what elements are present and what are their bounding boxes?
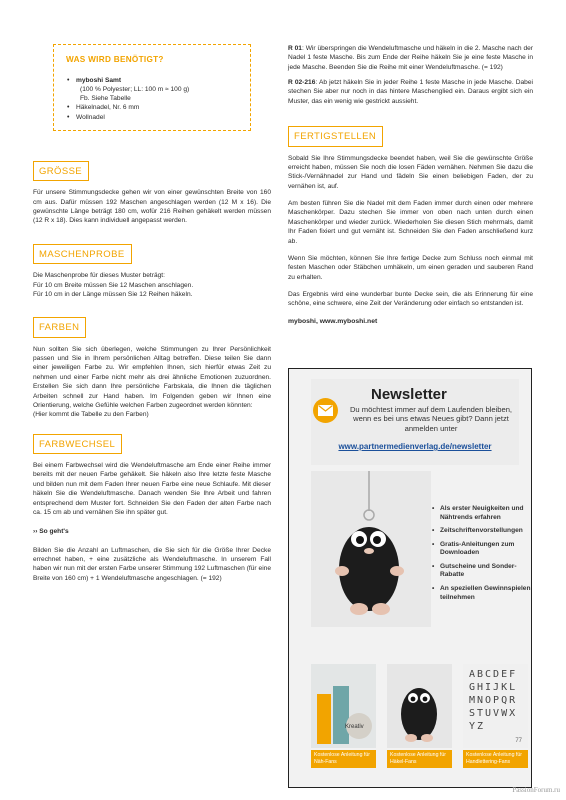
ad-title: Newsletter: [371, 386, 447, 403]
mini-mole-image: [387, 664, 452, 748]
farben-note: (Hier kommt die Tabelle zu den Farben): [33, 411, 149, 419]
mail-icon: [313, 398, 338, 423]
maschenprobe-line: Für 10 cm Breite müssen Sie 12 Maschen anschlagen.: [33, 281, 194, 289]
fabric-rolls-image: [311, 664, 376, 748]
farbwechsel-text: Bei einem Farbwechsel wird die Wendeluftmasche am Ende einer Reihe immer bereits mit der neuen Farbe gehäkelt. Sie häkeln also Ihre letzte feste Masche und bilden nun mit dem Faden Ihrer neuen Farbe eine neue Schlaufe. Mit dieser häkeln Sie die Wendeluftmasche. Danach wenden Sie Ihre Arbeit und fahren entsprechend dem Muster fort. Schneiden Sie den Faden der alten Farbe nach ca. 15 cm ab und vernähen Sie ihn später gut.: [33, 462, 271, 516]
row-01-text: [288, 44, 533, 72]
ad-text: Du möchtest immer auf dem Laufenden bleiben, wenn es bei uns etwas Neues gibt? Dann jetzt anmelden unter: [349, 405, 513, 433]
watermark: PassionForum.ru: [512, 786, 560, 795]
benefit-item: • Als erster Neuigkeiten und Nähtrends erfahren: [432, 505, 532, 522]
lettering-thumbnail[interactable]: [463, 664, 528, 748]
row-02-label: R 02-216: [288, 79, 316, 87]
sewing-thumbnail[interactable]: [311, 664, 376, 748]
farben-text: [33, 345, 271, 420]
groesse-text: Für unsere Stimmungsdecke gehen wir von einer gewünschten Breite von 160 cm aus. Dafür müssen 192 Maschen angeschlagen werden (12 M x 16). Die gewünschte Länge beträgt 180 cm, wofür 216 Reihen gehäkelt werden müssen (12 R x 18). Dies kann individuell angepasst werden.: [33, 189, 271, 225]
caption-sewing: Kostenlose Anleitung für Näh-Fans: [311, 750, 376, 768]
section-heading-farben: FARBEN: [33, 317, 86, 337]
yarn-name: myboshi Samt: [76, 76, 122, 84]
row-02-text: [288, 78, 533, 106]
materials-item: [76, 76, 240, 104]
fertigstellen-p3: Wenn Sie möchten, können Sie Ihre fertige Decke zum Schluss noch einmal mit festen Maschen oder Stäbchen umhäkeln, um einen geraden und sauberen Rand zu erhalten.: [288, 254, 533, 281]
materials-title: WAS WIRD BENÖTIGT?: [66, 55, 164, 64]
farbwechsel-line: Bilden Sie die Anzahl an Luftmaschen, die Sie sich für die Größe Ihrer Decke errechnet haben, + eine zusätzliche als Wendeluftmasche.: [33, 546, 271, 563]
label-text: Kreativ: [345, 724, 364, 730]
section-heading-groesse: GRÖSSE: [33, 161, 89, 181]
so-gehts-heading: ›› So geht's: [33, 528, 69, 536]
envelope-icon: [318, 405, 333, 416]
crochet-thumbnail[interactable]: [387, 664, 452, 748]
newsletter-link[interactable]: www.partnermedienverlag.de/newsletter: [338, 442, 492, 451]
ad-header: [311, 379, 519, 465]
fertigstellen-p4: Das Ergebnis wird eine wunderbar bunte Decke sein, die als Erinnerung für eine schöne, eine schwere, eine Zeit der Veränderung oder einfach so entstanden ist.: [288, 290, 533, 308]
fertigstellen-p1: Sobald Sie Ihre Stimmungsdecke beendet haben, weil Sie die gewünschte Größe erreicht haben, müssen Sie noch die losen Fäden vernähen. Nehmen Sie dazu die Stick-/Vernähnadel zur Hand und fädeln Sie einen beliebigen Faden, der zu vernähen ist, auf.: [288, 154, 533, 190]
maschenprobe-text: [33, 271, 271, 299]
benefit-item: • An speziellen Gewinnspielen teilnehmen: [432, 585, 532, 602]
materials-item: • Häkelnadel, Nr. 6 mm: [76, 103, 240, 112]
section-heading-fertigstellen: FERTIGSTELLEN: [288, 126, 383, 146]
yarn-detail: (100 % Polyester; LL: 100 m ≈ 100 g): [80, 85, 190, 93]
benefit-item: • Zeitschriftenvorstellungen: [432, 527, 532, 536]
section-heading-farbwechsel: FARBWECHSEL: [33, 434, 122, 454]
lettering-page-number: 77: [515, 738, 522, 745]
materials-item: • Wollnadel: [76, 113, 240, 122]
crochet-mole-photo: [311, 471, 431, 627]
maschenprobe-line: Für 10 cm in der Länge müssen Sie 12 Reihen häkeln.: [33, 290, 193, 298]
row-01-label: R 01: [288, 45, 302, 52]
caption-crochet: Kostenlose Anleitung für Häkel-Fans: [387, 750, 452, 768]
materials-box: [53, 44, 251, 131]
benefit-item: • Gratis-Anleitungen zum Downloaden: [432, 541, 532, 558]
benefit-item: • Gutscheine und Sonder-Rabatte: [432, 563, 532, 580]
left-column: [33, 44, 271, 589]
section-heading-maschenprobe: MASCHENPROBE: [33, 244, 132, 264]
farbwechsel-text2: [33, 546, 271, 583]
credit-line: myboshi, www.myboshi.net: [288, 317, 378, 325]
row-01-body: : Wir überspringen die Wendeluftmasche und häkeln in die 2. Masche nach der Nadel 1 feste Masche. Bis zum Ende der Reihe häkeln Sie je eine feste Masche in jede Masche. Beenden Sie die Reihe mit einer Wendeluftmasche. (= 192): [288, 45, 533, 71]
materials-list: [66, 76, 240, 122]
yarn-color: Fb. Siehe Tabelle: [80, 95, 131, 103]
row-02-body: : Ab jetzt häkeln Sie in jeder Reihe 1 feste Masche in jede Masche. Dabei stechen Sie aber nur noch in das hintere Maschenglied ein. Daraus ergibt sich ein Muster, das ein wenig wie gestrickt aussieht.: [288, 79, 533, 105]
maschenprobe-line: Die Maschenprobe für dieses Muster beträgt:: [33, 272, 165, 280]
right-column: [288, 44, 533, 332]
lettering-alphabet: ABCDEFGHIJKLMNOPQRSTUVWXYZ: [469, 669, 518, 732]
fertigstellen-p2: Am besten führen Sie die Nadel mit dem Faden immer durch einen oder mehrere Maschenkörper. Dazu stechen Sie immer von oben nach unten durch einen Maschenkörper und wieder zurück. Wiederholen Sie diesen Stich mehrmals, damit Ihr Faden fixiert und gut vernäht ist. Schneiden Sie den Faden anschließend kurz ab.: [288, 200, 533, 245]
newsletter-ad[interactable]: [288, 368, 532, 788]
farben-body: Nun sollten Sie sich überlegen, welche Stimmungen zu Ihrer Persönlichkeit passen und Sie in Ihrem persönlichen Alltag betreffen. Diese teilen Sie dann einer jeweiligen Farbe zu. Wir empfehlen Ihnen, sich hierfür etwas Zeit zu nehmen und einer Farbe nicht mehr als drei ähnliche Emotionen zuzuordnen. Erstellen Sie sich dann Ihre persönliche Farbskala, die Ihnen die täglichen Arbeiten schnell zur Hand haben. Im Folgenden geben wir Ihnen eine Orientierung, welche Gefühle welchen Farben zugeordnet werden könnten:: [33, 345, 271, 409]
caption-lettering: Kostenlose Anleitung für Handlettering-Fans: [463, 750, 528, 768]
farbwechsel-line: In unserem Fall haben wir nun mit der ersten Farbe unserer Stimmung 192 Luftmaschen (für eine Breite von 160 cm) + 1 Wendeluftmasche angeschlagen. (= 192): [33, 555, 271, 582]
benefits-list: [432, 505, 532, 607]
crochet-mole-image: [311, 471, 431, 627]
